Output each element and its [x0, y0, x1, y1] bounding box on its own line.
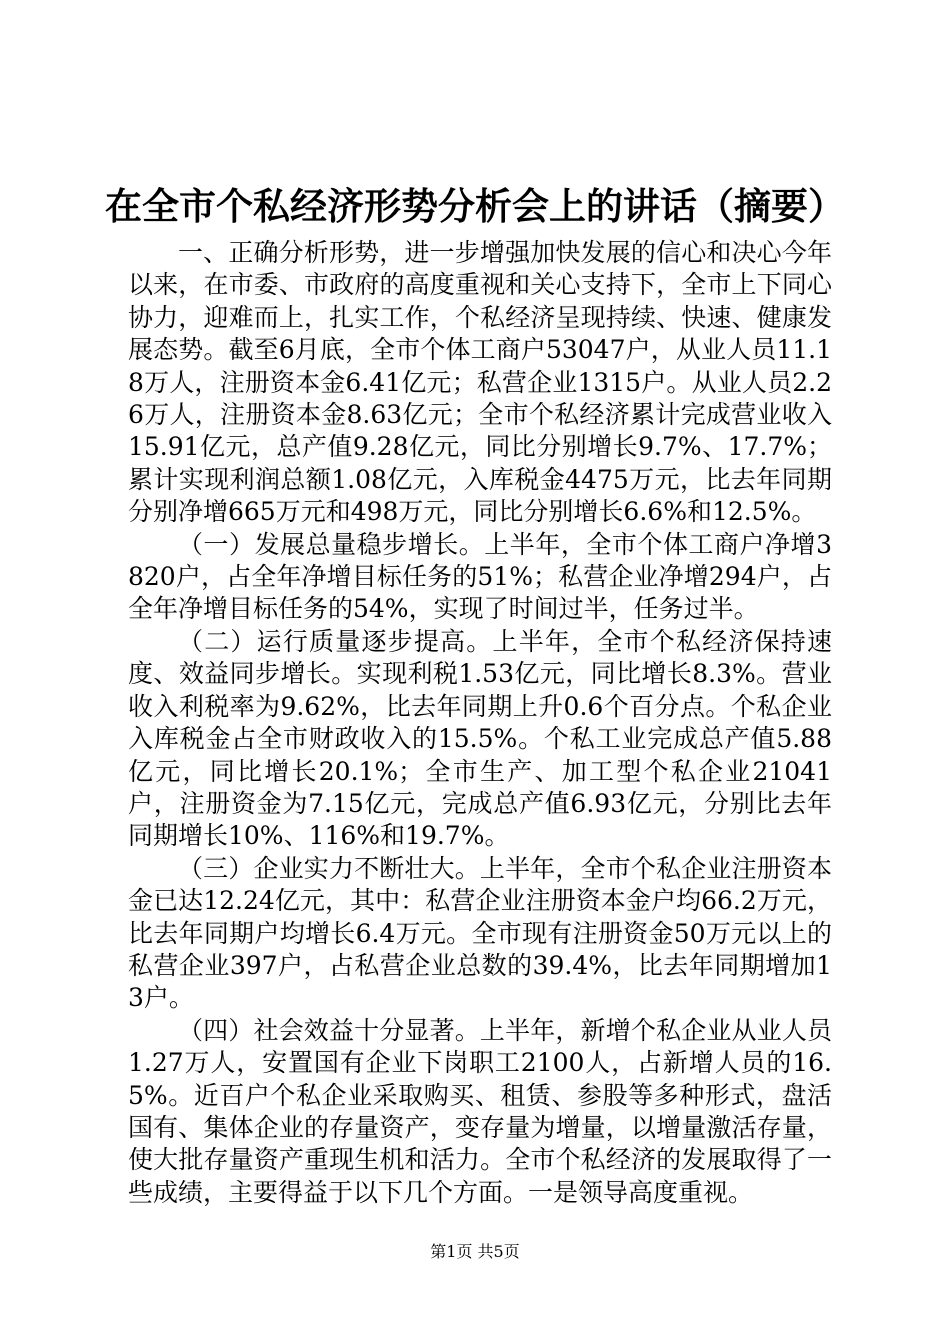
document-body [128, 237, 832, 1209]
page-number-footer: 第1页 共5页 [430, 1242, 520, 1261]
paragraph-section-4: （四）社会效益十分显著。上半年，新增个私企业从业人员1.27万人，安置国有企业下岗职工2100人，占新增人员的16.5%。近百户个私企业采取购买、租赁、参股等多种形式，盘活国有、集体企业的存量资产，变存量为增量，以增量激活存量，使大批存量资产重现生机和活力。全市个私经济的发展取得了一些成绩，主要得益于以下几个方面。一是领导高度重视。 [128, 1015, 832, 1207]
paragraph-section-1: （一）发展总量稳步增长。上半年，全市个体工商户净增3820户，占全年净增目标任务的51%；私营企业净增294户，占全年净增目标任务的54%，实现了时间过半，任务过半。 [128, 529, 832, 624]
paragraph-overview: 一、正确分析形势，进一步增强加快发展的信心和决心今年以来，在市委、市政府的高度重视和关心支持下，全市上下同心协力，迎难而上，扎实工作，个私经济呈现持续、快速、健康发展态势。截至6月底，全市个体工商户53047户，从业人员11.18万人，注册资本金6.41亿元；私营企业1315户。从业人员2.26万人，注册资本金8.63亿元；全市个私经济累计完成营业收入15.91亿元，总产值9.28亿元，同比分别增长9.7%、17.7%；累计实现利润总额1.08亿元，入库税金4475万元，比去年同期分别净增665万元和498万元，同比分别增长6.6%和12.5%。 [128, 238, 832, 527]
paragraph-section-3: （三）企业实力不断壮大。上半年，全市个私企业注册资本金已达12.24亿元，其中：私营企业注册资本金户均66.2万元，比去年同期户均增长6.4万元。全市现有注册资金50万元以上的私营企业397户，占私营企业总数的39.4%，比去年同期增加13户。 [128, 853, 832, 1013]
paragraph-section-2: （二）运行质量逐步提高。上半年，全市个私经济保持速度、效益同步增长。实现利税1.53亿元，同比增长8.3%。营业收入利税率为9.62%，比去年同期上升0.6个百分点。个私企业入库税金占全市财政收入的15.5%。个私工业完成总产值5.88亿元，同比增长20.1%；全市生产、加工型个私企业21041户，注册资金为7.15亿元，完成总产值6.93亿元，分别比去年同期增长10%、116%和19.7%。 [128, 626, 832, 851]
document-title: 在全市个私经济形势分析会上的讲话（摘要） [105, 184, 845, 228]
